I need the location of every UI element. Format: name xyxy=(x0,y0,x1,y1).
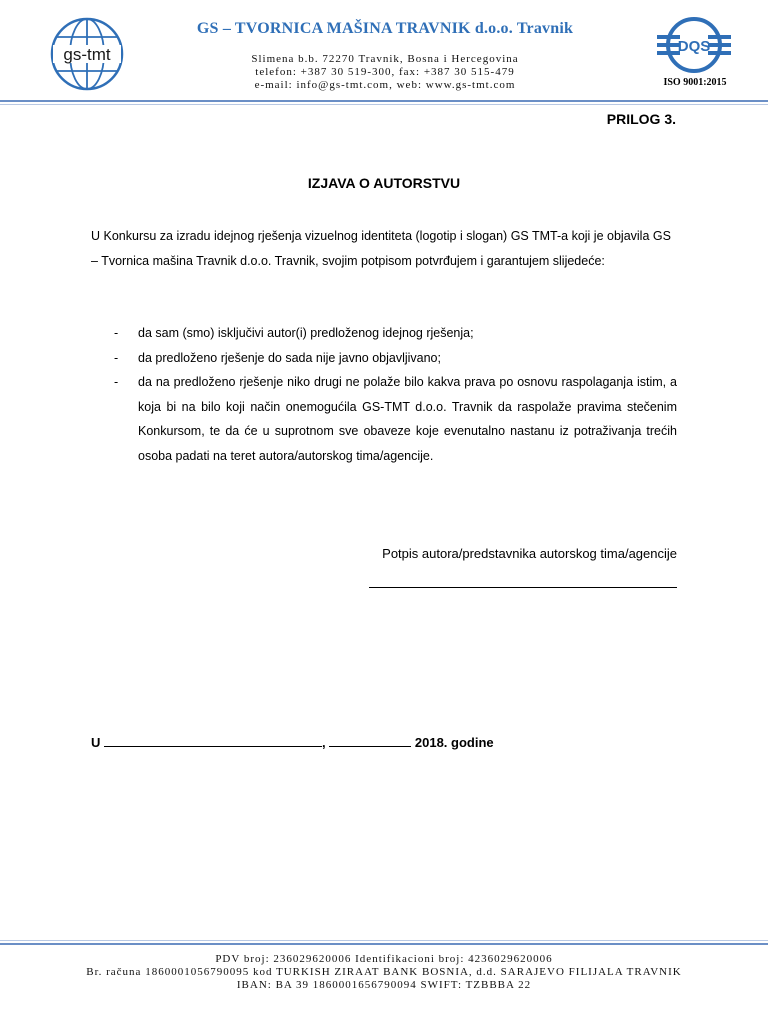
company-email-web: e-mail: info@gs-tmt.com, web: www.gs-tmt.com xyxy=(254,79,516,91)
year-suffix: 2018. godine xyxy=(414,735,494,750)
intro-paragraph: U Konkursu za izradu idejnog rješenja vizuelnog identiteta (logotip i slogan) GS TMT-a koji je objavila GS – Tvornica mašina Travnik d.o.o. Travnik, svojim potpisom potvrđujem i garantujem slijedeće: xyxy=(91,229,671,268)
gs-tmt-globe-logo xyxy=(50,17,124,91)
bullet-dash: - xyxy=(114,326,119,340)
signature-line[interactable] xyxy=(369,587,677,588)
list-item-text: da sam (smo) isključivi autor(i) predloženog idejnog rješenja; xyxy=(138,326,474,340)
list-item xyxy=(91,346,677,371)
place-blank[interactable] xyxy=(104,736,322,747)
iso-certification-label: ISO 9001:2015 xyxy=(663,77,727,88)
date-blank[interactable] xyxy=(329,736,411,747)
footer-iban: IBAN: BA 39 1860001656790094 SWIFT: TZBBBA 22 xyxy=(236,979,532,991)
logo-text: gs-tmt xyxy=(63,45,111,64)
list-item xyxy=(91,321,677,346)
dqs-certification-logo xyxy=(654,15,734,77)
place-comma: , xyxy=(322,735,326,750)
list-item-text: da predloženo rješenje do sada nije javno objavljivano; xyxy=(138,350,441,365)
document-title: IZJAVA O AUTORSTVU xyxy=(307,175,461,191)
statement-list xyxy=(91,321,677,468)
signature-label: Potpis autora/predstavnika autorskog tima/agencije xyxy=(382,546,677,561)
annex-label: PRILOG 3. xyxy=(606,111,676,127)
company-phone-fax: telefon: +387 30 519-300, fax: +387 30 515-479 xyxy=(255,66,515,78)
bullet-dash: - xyxy=(114,375,119,389)
list-item xyxy=(91,370,677,468)
header-rule-thin xyxy=(0,104,768,105)
footer-rule-thin xyxy=(0,940,768,941)
footer-rule xyxy=(0,943,768,945)
header-rule xyxy=(0,100,768,102)
list-item-text: da na predloženo rješenje niko drugi ne polaže bilo kakva prava po osnovu raspolaganja istim, a koja bi na bilo koji način onemogućila GS-TMT d.o.o. Travnik da raspolaže pravima stečenim Konkursom, te da će u suprotnom sve obaveze koje evenutalno nastanu iz potraživanja trećih osoba padati na teret autora/autorskog tima/agencije. xyxy=(138,375,677,463)
bullet-dash: - xyxy=(114,350,119,365)
dqs-text: DQS xyxy=(677,38,711,55)
place-date-line xyxy=(91,735,691,750)
company-address: Slimena b.b. 72270 Travnik, Bosna i Hercegovina xyxy=(251,53,519,65)
company-name: GS – TVORNICA MAŠINA TRAVNIK d.o.o. Travnik xyxy=(196,20,574,37)
place-prefix: U xyxy=(91,735,101,750)
footer-bank-account: Br. računa 1860001056790095 kod TURKISH ZIRAAT BANK BOSNIA, d.d. SARAJEVO FILIJALA TRAVNIK xyxy=(86,966,682,978)
footer-tax-ids: PDV broj: 236029620006 Identifikacioni broj: 4236029620006 xyxy=(215,953,553,965)
